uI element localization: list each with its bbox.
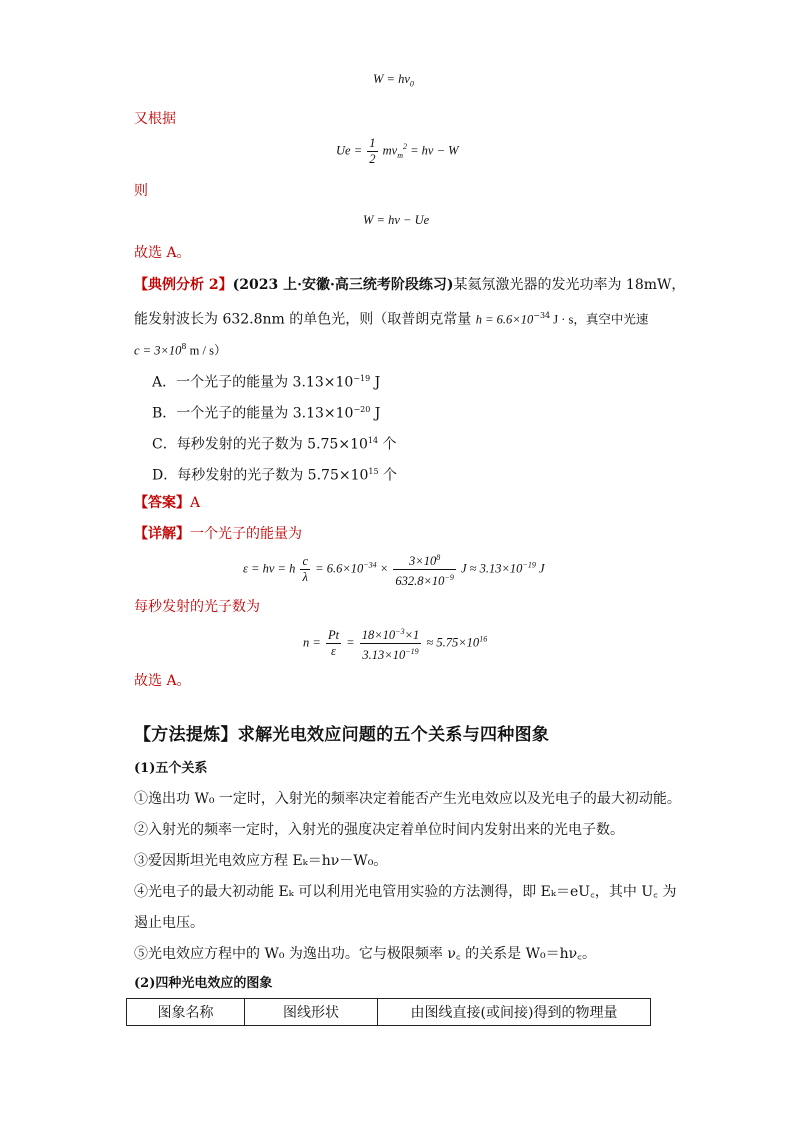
then-label: 则: [134, 183, 148, 199]
header-physical-quantity: 由图线直接(或间接)得到的物理量: [378, 999, 651, 1026]
equation-photon-count: n = $\frac{Pt}{\varepsilon}$ = $\frac{18\times 10^{-3}\times 1}{3.13\times 10^{-19}}$ ≈ $5.75\times 10^{16}$: [303, 624, 487, 663]
sub-heading-1: (1)五个关系: [134, 761, 208, 776]
option-c: C．每秒发射的光子数为 $5.75\times 10^{14}$ 个: [152, 436, 397, 453]
detail-line: 【详解】一个光子的能量为: [134, 526, 302, 542]
choose-a-2: 故选 A。: [134, 673, 191, 689]
sub-heading-2: (2)四种光电效应的图象: [134, 976, 273, 991]
example-line-3: $c = 3\times 10^8$ m / s）: [134, 342, 227, 358]
equation-photon-energy: ε = hν = h $\frac{c}{\lambda}$ = $6.6\times 10^{-34}$ × $\frac{3\times 10^8}{632.8\times 10^{-9}}$ $J \approx 3.13\times 10^{-19}$ J: [243, 550, 545, 589]
equation-work-result: W = hν − Ue: [363, 213, 430, 227]
option-b: B．一个光子的能量为 $3.13\times 10^{-20}$ J: [152, 405, 381, 422]
relation-4-continued: 遏止电压。: [134, 915, 204, 931]
relation-1: ①逸出功 W₀ 一定时，入射光的频率决定着能否产生光电效应以及光电子的最大初动能。: [134, 791, 681, 807]
option-d: D．每秒发射的光子数为 $5.75\times 10^{15}$ 个: [152, 467, 398, 484]
per-second-label: 每秒发射的光子数为: [134, 599, 260, 615]
header-graph-name: 图象名称: [127, 999, 245, 1026]
method-heading: 【方法提炼】求解光电效应问题的五个关系与四种图象: [134, 725, 550, 745]
choose-a-1: 故选 A。: [134, 245, 191, 261]
option-a: A．一个光子的能量为 $3.13\times 10^{-19}$ J: [152, 374, 381, 391]
header-graph-shape: 图线形状: [245, 999, 378, 1026]
table-header-row: [127, 999, 651, 1026]
equation-stopping-voltage: Ue = $\frac{1}{2}$ $mv_m^2 = h\nu - W$: [336, 136, 459, 166]
relation-2: ②入射光的频率一定时，入射光的强度决定着单位时间内发射出来的光电子数。: [134, 822, 624, 838]
example-line-1: 【典例分析 2】(2023 上·安徽·高三统考阶段练习)某氦氖激光器的发光功率为 18mW，: [134, 277, 686, 293]
relation-3: ③爱因斯坦光电效应方程 Eₖ＝hν－W₀。: [134, 853, 388, 869]
again-label: 又根据: [134, 111, 176, 127]
relation-4: ④光电子的最大初动能 Eₖ 可以利用光电管用实验的方法测得，即 Eₖ＝eU꜀，其中 U꜀ 为: [134, 884, 677, 900]
equation-work-function: $W = h\nu_0$: [373, 72, 414, 89]
graph-table: [126, 998, 651, 1026]
relation-5: ⑤光电效应方程中的 W₀ 为逸出功。它与极限频率 ν꜀ 的关系是 W₀＝hν꜀。: [134, 946, 596, 962]
answer: 【答案】A: [134, 495, 201, 511]
example-line-2: 能发射波长为 632.8nm 的单色光，则（取普朗克常量 $h = 6.6\times 10^{-34}$ J · s，真空中光速: [134, 311, 649, 328]
